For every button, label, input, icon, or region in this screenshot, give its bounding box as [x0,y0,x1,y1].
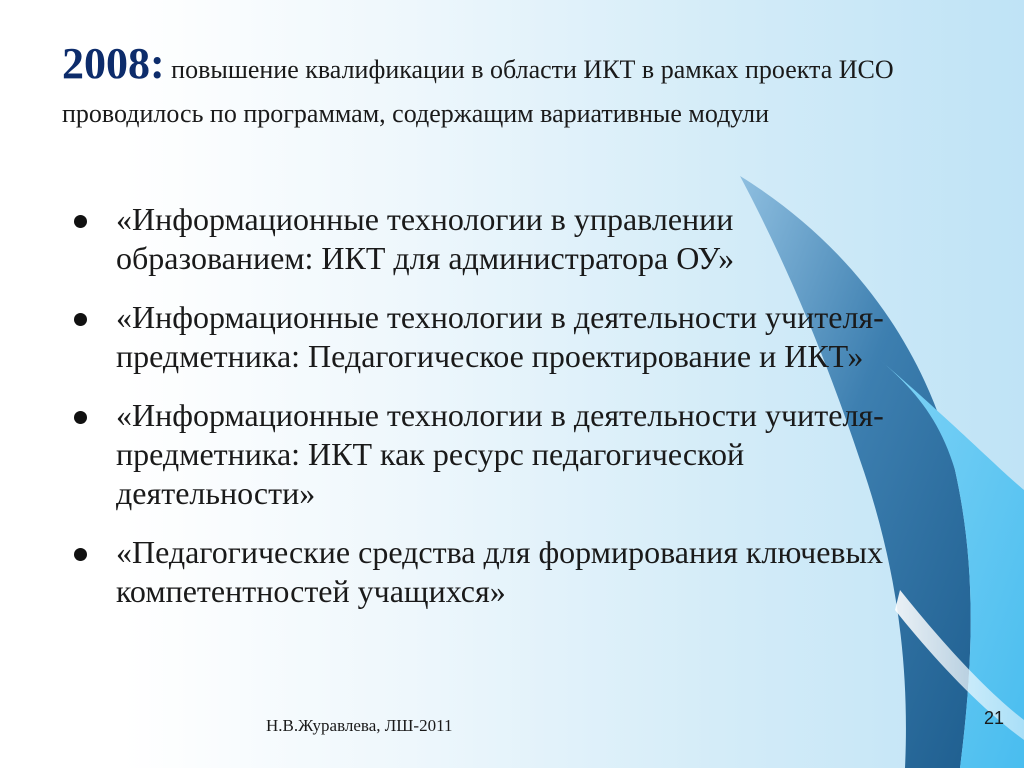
title-year: 2008: [62,39,165,88]
bullet-item [72,298,932,376]
bullet-dot-icon [74,411,87,424]
page-number: 21 [983,708,1004,728]
bullet-item [72,200,932,278]
bullet-text: «Информационные технологии в деятельности учителя-предметника: ИКТ как ресурс педагогической деятельности» [116,397,884,511]
bullet-dot-icon [74,215,87,228]
bullet-item [72,396,932,513]
title-text: повышение квалификации в области ИКТ в рамках проекта ИСО проводилось по программам, содержащим вариативные модули [62,55,894,128]
slide-title [62,39,962,136]
bullet-text: «Педагогические средства для формирования ключевых компетентностей учащихся» [116,534,884,609]
bullet-dot-icon [74,313,87,326]
bullet-dot-icon [74,548,87,561]
bullet-item [72,533,932,611]
slide-footer: Н.В.Журавлева, ЛШ-2011 [266,716,453,735]
bullet-text: «Информационные технологии в деятельности учителя-предметника: Педагогическое проектирование и ИКТ» [116,299,884,374]
bullet-text: «Информационные технологии в управлении образованием: ИКТ для администратора ОУ» [116,201,735,276]
bullet-list [72,200,932,631]
